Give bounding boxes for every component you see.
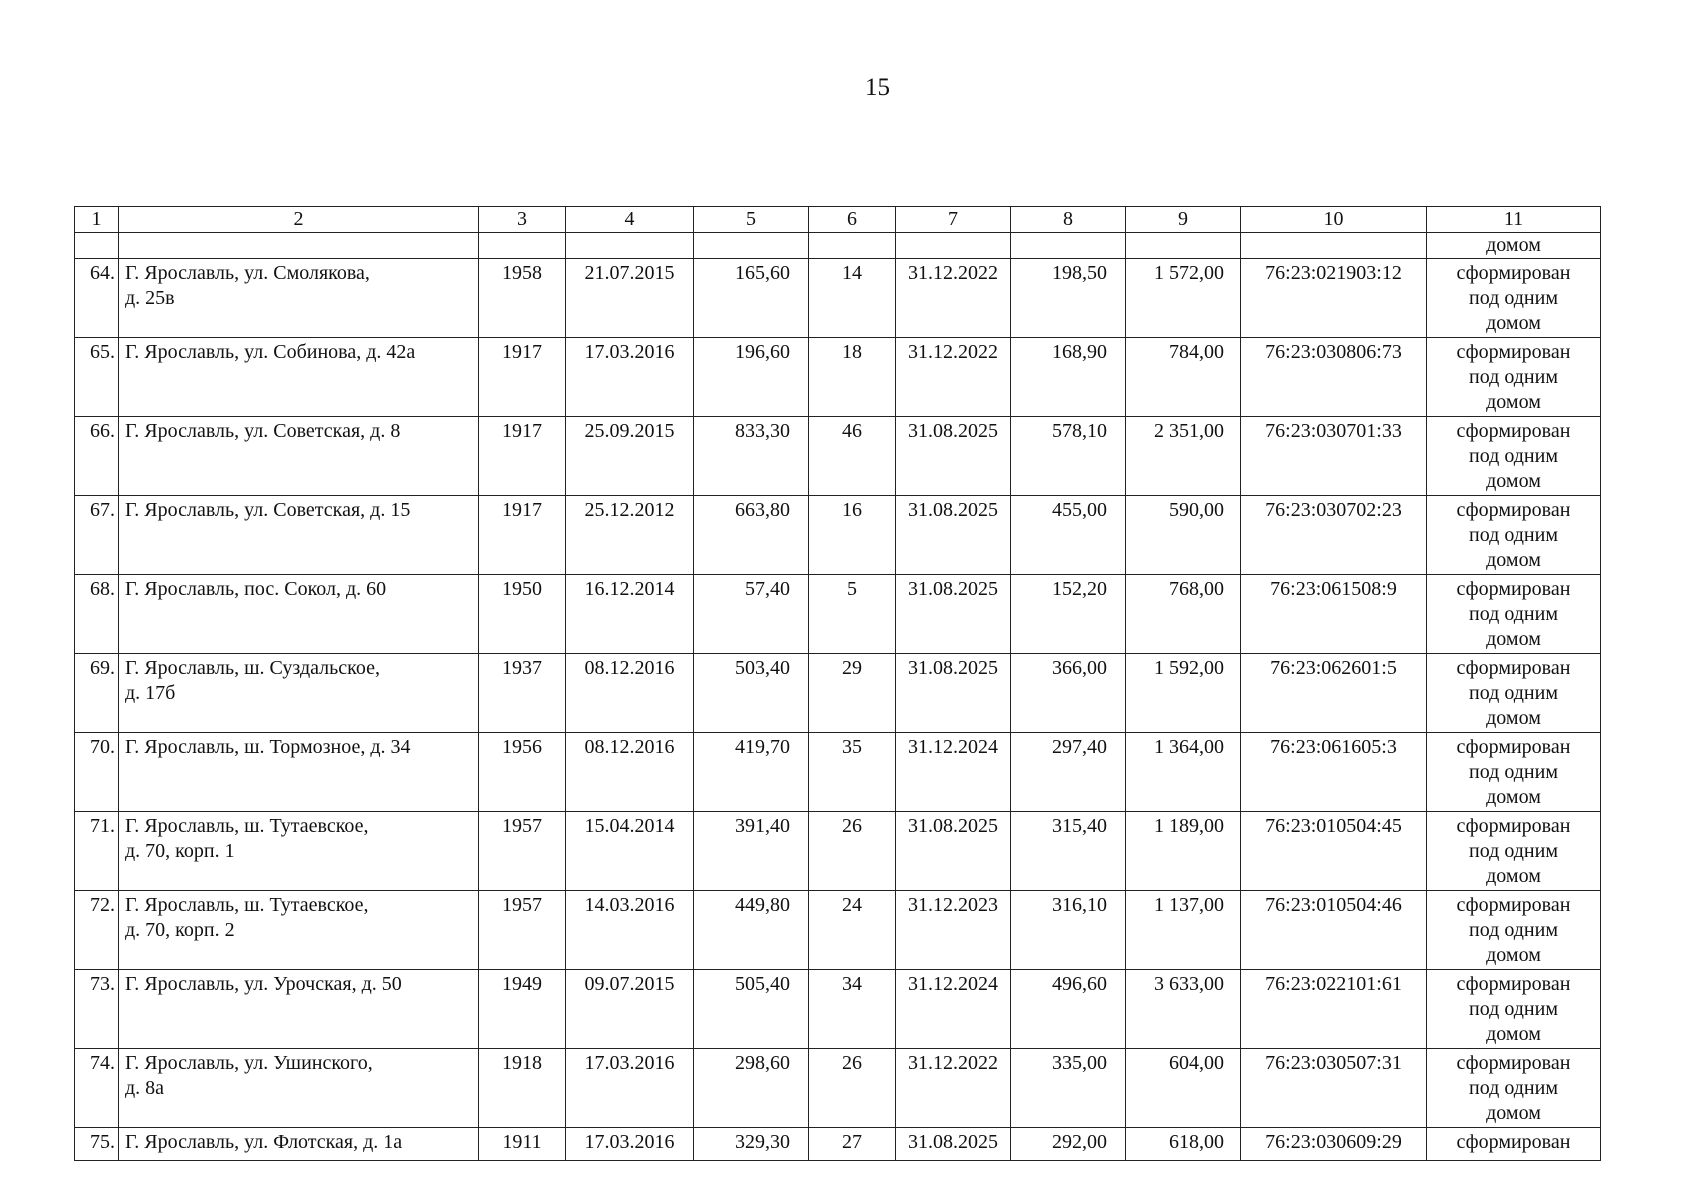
year-built-cell: 1918 <box>479 1049 566 1128</box>
land-status-cell: сформирован под одним домом <box>1427 259 1601 338</box>
row-number-cell: 64. <box>75 259 119 338</box>
cadastral-number-cell: 76:23:061508:9 <box>1241 575 1427 654</box>
residents-cell: 26 <box>809 812 896 891</box>
empty-cell <box>75 233 119 259</box>
table-body <box>75 207 1601 1161</box>
empty-cell <box>1011 233 1126 259</box>
deadline-cell: 31.12.2022 <box>896 259 1011 338</box>
cadastral-number-cell: 76:23:030701:33 <box>1241 417 1427 496</box>
page-number: 15 <box>865 74 890 101</box>
area-2-cell: 366,00 <box>1011 654 1126 733</box>
cadastral-number-cell: 76:23:010504:45 <box>1241 812 1427 891</box>
residents-cell: 46 <box>809 417 896 496</box>
table-row <box>75 891 1601 970</box>
land-area-cell: 1 364,00 <box>1126 733 1241 812</box>
row-number-cell: 66. <box>75 417 119 496</box>
empty-cell <box>694 233 809 259</box>
address-cell: Г. Ярославль, ул. Флотская, д. 1а <box>119 1128 479 1161</box>
land-status-cell: сформирован под одним домом <box>1427 970 1601 1049</box>
year-built-cell: 1911 <box>479 1128 566 1161</box>
empty-cell <box>479 233 566 259</box>
address-cell: Г. Ярославль, ул. Собинова, д. 42а <box>119 338 479 417</box>
row-number-cell: 65. <box>75 338 119 417</box>
row-number-cell: 74. <box>75 1049 119 1128</box>
row-number-cell: 71. <box>75 812 119 891</box>
address-cell: Г. Ярославль, ш. Тутаевское, д. 70, корп. 2 <box>119 891 479 970</box>
table-row <box>75 338 1601 417</box>
address-cell: Г. Ярославль, ш. Суздальское, д. 17б <box>119 654 479 733</box>
date-cell: 15.04.2014 <box>566 812 694 891</box>
column-number-cell: 1 <box>75 207 119 233</box>
table-row <box>75 259 1601 338</box>
area-2-cell: 316,10 <box>1011 891 1126 970</box>
column-number-cell: 5 <box>694 207 809 233</box>
land-status-cell: сформирован под одним домом <box>1427 654 1601 733</box>
address-cell: Г. Ярославль, ш. Тутаевское, д. 70, корп. 1 <box>119 812 479 891</box>
area-2-cell: 455,00 <box>1011 496 1126 575</box>
land-status-cell: сформирован под одним домом <box>1427 733 1601 812</box>
cadastral-number-cell: 76:23:030702:23 <box>1241 496 1427 575</box>
address-cell: Г. Ярославль, ул. Ушинского, д. 8а <box>119 1049 479 1128</box>
column-number-cell: 3 <box>479 207 566 233</box>
date-cell: 08.12.2016 <box>566 654 694 733</box>
area-2-cell: 315,40 <box>1011 812 1126 891</box>
area-cell: 505,40 <box>694 970 809 1049</box>
address-cell: Г. Ярославль, пос. Сокол, д. 60 <box>119 575 479 654</box>
land-status-cell: сформирован под одним домом <box>1427 812 1601 891</box>
date-cell: 14.03.2016 <box>566 891 694 970</box>
column-number-cell: 2 <box>119 207 479 233</box>
land-area-cell: 768,00 <box>1126 575 1241 654</box>
residents-cell: 35 <box>809 733 896 812</box>
deadline-cell: 31.08.2025 <box>896 812 1011 891</box>
residents-cell: 34 <box>809 970 896 1049</box>
land-status-cell: сформирован под одним домом <box>1427 891 1601 970</box>
residents-cell: 14 <box>809 259 896 338</box>
cadastral-number-cell: 76:23:030609:29 <box>1241 1128 1427 1161</box>
land-area-cell: 1 572,00 <box>1126 259 1241 338</box>
table-row <box>75 812 1601 891</box>
deadline-cell: 31.12.2022 <box>896 338 1011 417</box>
area-2-cell: 297,40 <box>1011 733 1126 812</box>
table-row <box>75 1128 1601 1161</box>
deadline-cell: 31.12.2022 <box>896 1049 1011 1128</box>
deadline-cell: 31.12.2023 <box>896 891 1011 970</box>
year-built-cell: 1950 <box>479 575 566 654</box>
cadastral-number-cell: 76:23:010504:46 <box>1241 891 1427 970</box>
deadline-cell: 31.08.2025 <box>896 417 1011 496</box>
table-row <box>75 417 1601 496</box>
cadastral-number-cell: 76:23:030507:31 <box>1241 1049 1427 1128</box>
residents-cell: 26 <box>809 1049 896 1128</box>
year-built-cell: 1957 <box>479 891 566 970</box>
area-cell: 57,40 <box>694 575 809 654</box>
row-number-cell: 69. <box>75 654 119 733</box>
land-area-cell: 604,00 <box>1126 1049 1241 1128</box>
residents-cell: 5 <box>809 575 896 654</box>
area-2-cell: 168,90 <box>1011 338 1126 417</box>
cadastral-number-cell: 76:23:022101:61 <box>1241 970 1427 1049</box>
year-built-cell: 1917 <box>479 417 566 496</box>
deadline-cell: 31.08.2025 <box>896 654 1011 733</box>
residents-cell: 16 <box>809 496 896 575</box>
area-cell: 419,70 <box>694 733 809 812</box>
address-cell: Г. Ярославль, ул. Советская, д. 8 <box>119 417 479 496</box>
deadline-cell: 31.08.2025 <box>896 1128 1011 1161</box>
area-2-cell: 335,00 <box>1011 1049 1126 1128</box>
residents-cell: 27 <box>809 1128 896 1161</box>
date-cell: 25.09.2015 <box>566 417 694 496</box>
cadastral-number-cell: 76:23:062601:5 <box>1241 654 1427 733</box>
cadastral-number-cell: 76:23:030806:73 <box>1241 338 1427 417</box>
land-area-cell: 1 592,00 <box>1126 654 1241 733</box>
column-number-cell: 8 <box>1011 207 1126 233</box>
table-row <box>75 733 1601 812</box>
year-built-cell: 1917 <box>479 496 566 575</box>
year-built-cell: 1958 <box>479 259 566 338</box>
column-number-cell: 7 <box>896 207 1011 233</box>
row-number-cell: 75. <box>75 1128 119 1161</box>
area-cell: 165,60 <box>694 259 809 338</box>
year-built-cell: 1956 <box>479 733 566 812</box>
cadastral-number-cell: 76:23:021903:12 <box>1241 259 1427 338</box>
area-2-cell: 198,50 <box>1011 259 1126 338</box>
row-number-cell: 68. <box>75 575 119 654</box>
residents-cell: 29 <box>809 654 896 733</box>
deadline-cell: 31.12.2024 <box>896 733 1011 812</box>
area-cell: 298,60 <box>694 1049 809 1128</box>
land-area-cell: 3 633,00 <box>1126 970 1241 1049</box>
land-area-cell: 2 351,00 <box>1126 417 1241 496</box>
table-row <box>75 575 1601 654</box>
land-area-cell: 1 137,00 <box>1126 891 1241 970</box>
table-row <box>75 654 1601 733</box>
empty-cell <box>1126 233 1241 259</box>
empty-cell <box>809 233 896 259</box>
land-area-cell: 784,00 <box>1126 338 1241 417</box>
area-2-cell: 292,00 <box>1011 1128 1126 1161</box>
empty-cell <box>566 233 694 259</box>
column-number-cell: 6 <box>809 207 896 233</box>
deadline-cell: 31.08.2025 <box>896 496 1011 575</box>
land-status-cell: сформирован под одним домом <box>1427 575 1601 654</box>
address-cell: Г. Ярославль, ул. Урочская, д. 50 <box>119 970 479 1049</box>
housing-registry-table <box>74 206 1601 1161</box>
year-built-cell: 1949 <box>479 970 566 1049</box>
column-number-cell: 9 <box>1126 207 1241 233</box>
date-cell: 09.07.2015 <box>566 970 694 1049</box>
land-status-cell: сформирован под одним домом <box>1427 496 1601 575</box>
date-cell: 17.03.2016 <box>566 1128 694 1161</box>
area-cell: 329,30 <box>694 1128 809 1161</box>
address-cell: Г. Ярославль, ул. Смолякова, д. 25в <box>119 259 479 338</box>
column-number-cell: 10 <box>1241 207 1427 233</box>
deadline-cell: 31.08.2025 <box>896 575 1011 654</box>
land-status-cell: сформирован <box>1427 1128 1601 1161</box>
area-cell: 503,40 <box>694 654 809 733</box>
land-area-cell: 618,00 <box>1126 1128 1241 1161</box>
area-cell: 833,30 <box>694 417 809 496</box>
area-cell: 663,80 <box>694 496 809 575</box>
address-cell: Г. Ярославль, ш. Тормозное, д. 34 <box>119 733 479 812</box>
land-area-cell: 590,00 <box>1126 496 1241 575</box>
cadastral-number-cell: 76:23:061605:3 <box>1241 733 1427 812</box>
year-built-cell: 1957 <box>479 812 566 891</box>
date-cell: 17.03.2016 <box>566 1049 694 1128</box>
table-row <box>75 970 1601 1049</box>
residents-cell: 18 <box>809 338 896 417</box>
date-cell: 17.03.2016 <box>566 338 694 417</box>
date-cell: 16.12.2014 <box>566 575 694 654</box>
row-number-cell: 67. <box>75 496 119 575</box>
date-cell: 25.12.2012 <box>566 496 694 575</box>
area-2-cell: 496,60 <box>1011 970 1126 1049</box>
address-cell: Г. Ярославль, ул. Советская, д. 15 <box>119 496 479 575</box>
area-cell: 391,40 <box>694 812 809 891</box>
row-number-cell: 72. <box>75 891 119 970</box>
table-row <box>75 496 1601 575</box>
area-2-cell: 152,20 <box>1011 575 1126 654</box>
table-row <box>75 1049 1601 1128</box>
carry-over-status-cell: домом <box>1427 233 1601 259</box>
carry-over-row <box>75 233 1601 259</box>
land-status-cell: сформирован под одним домом <box>1427 1049 1601 1128</box>
empty-cell <box>119 233 479 259</box>
empty-cell <box>896 233 1011 259</box>
row-number-cell: 70. <box>75 733 119 812</box>
column-number-row <box>75 207 1601 233</box>
year-built-cell: 1917 <box>479 338 566 417</box>
column-number-cell: 11 <box>1427 207 1601 233</box>
row-number-cell: 73. <box>75 970 119 1049</box>
area-cell: 449,80 <box>694 891 809 970</box>
date-cell: 21.07.2015 <box>566 259 694 338</box>
empty-cell <box>1241 233 1427 259</box>
year-built-cell: 1937 <box>479 654 566 733</box>
land-status-cell: сформирован под одним домом <box>1427 338 1601 417</box>
residents-cell: 24 <box>809 891 896 970</box>
land-area-cell: 1 189,00 <box>1126 812 1241 891</box>
column-number-cell: 4 <box>566 207 694 233</box>
area-cell: 196,60 <box>694 338 809 417</box>
deadline-cell: 31.12.2024 <box>896 970 1011 1049</box>
area-2-cell: 578,10 <box>1011 417 1126 496</box>
date-cell: 08.12.2016 <box>566 733 694 812</box>
land-status-cell: сформирован под одним домом <box>1427 417 1601 496</box>
